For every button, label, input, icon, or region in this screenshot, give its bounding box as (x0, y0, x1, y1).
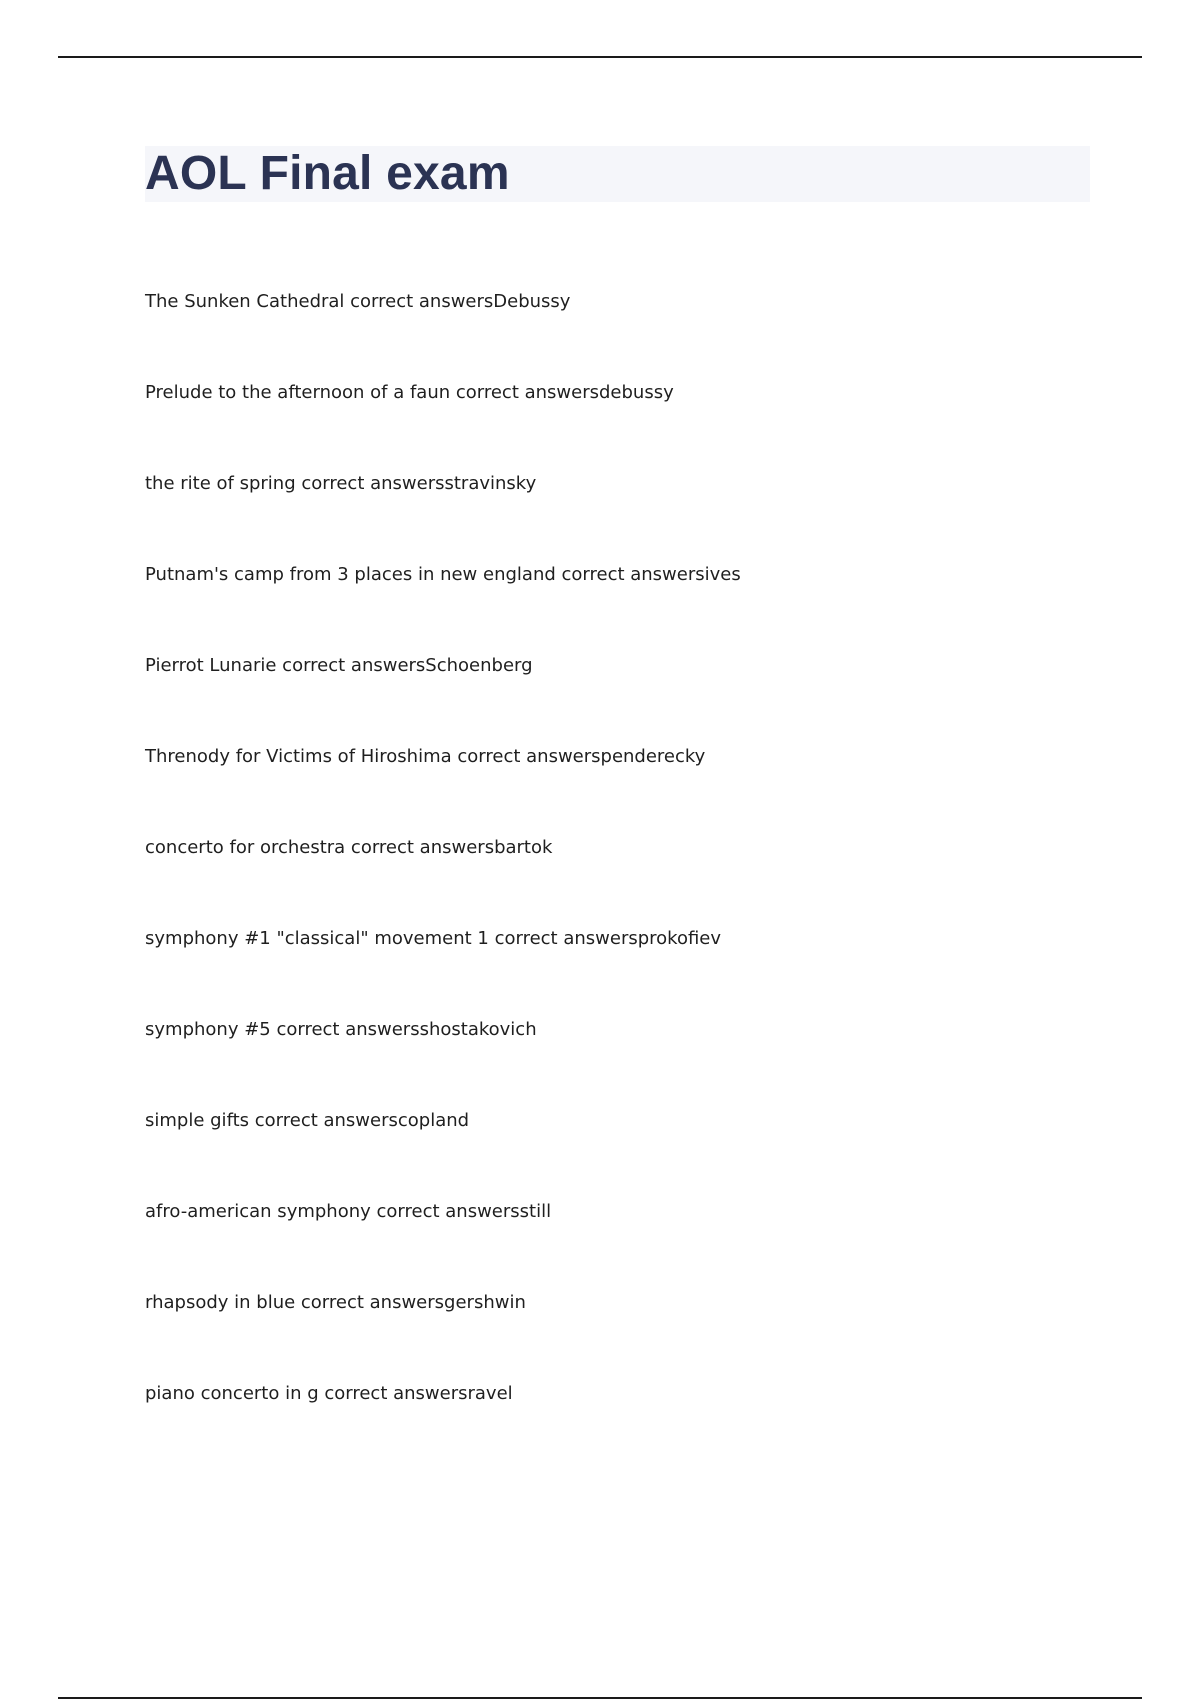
qa-item: Putnam's camp from 3 places in new england correct answersives (145, 564, 741, 585)
qa-item: Pierrot Lunarie correct answersSchoenberg (145, 655, 533, 676)
page-title: AOL Final exam (145, 147, 510, 200)
qa-item: Prelude to the afternoon of a faun correct answersdebussy (145, 382, 674, 403)
qa-item: Threnody for Victims of Hiroshima correct answerspenderecky (145, 746, 706, 767)
qa-item: rhapsody in blue correct answersgershwin (145, 1292, 526, 1313)
qa-item: symphony #5 correct answersshostakovich (145, 1019, 537, 1040)
qa-item: concerto for orchestra correct answersbartok (145, 837, 553, 858)
qa-item: the rite of spring correct answersstravinsky (145, 473, 537, 494)
bottom-rule (58, 1697, 1142, 1699)
qa-item: piano concerto in g correct answersravel (145, 1383, 513, 1404)
qa-item: symphony #1 "classical" movement 1 correct answersprokofiev (145, 928, 722, 949)
qa-item: afro-american symphony correct answersstill (145, 1201, 552, 1222)
qa-item: The Sunken Cathedral correct answersDebussy (145, 291, 571, 312)
top-rule (58, 56, 1142, 58)
qa-list (145, 290, 1105, 1473)
qa-item: simple gifts correct answerscopland (145, 1110, 470, 1131)
